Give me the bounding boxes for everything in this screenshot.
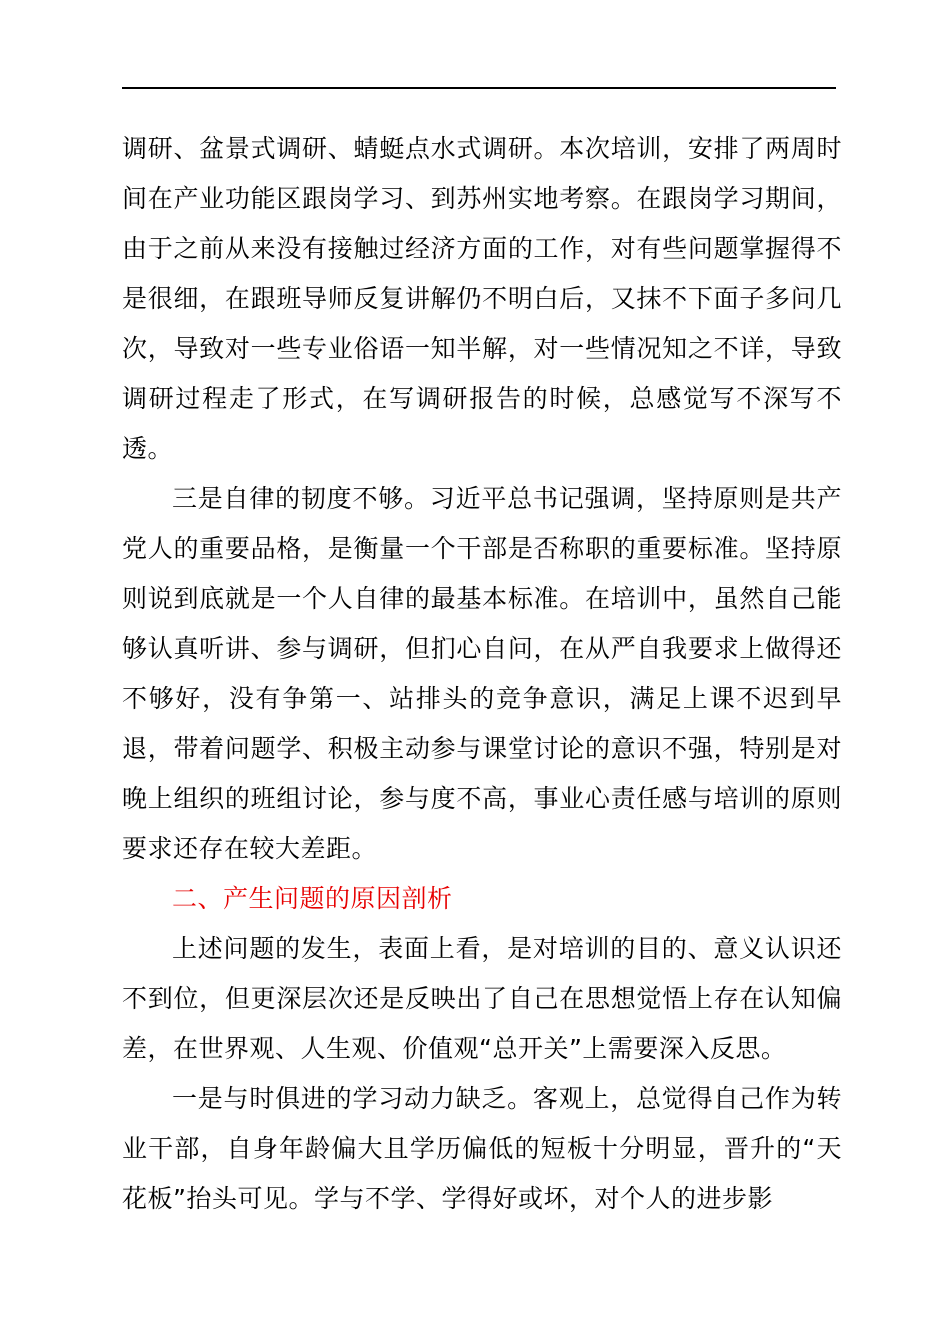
section-heading-cause-analysis: 二、产生问题的原因剖析 — [172, 884, 453, 913]
paragraph-self-discipline: 三是自律的韧度不够。习近平总书记强调，坚持原则是共产党人的重要品格，是衡量一个干部是否称职的重要标准。坚持原则说到底就是一个人自律的最基本标准。在培训中，虽然自己能够认真听讲、参与调研，但扪心自问，在从严自我要求上做得还不够好，没有争第一、站排头的竞争意识，满足上课不迟到早退，带着问题学、积极主动参与课堂讨论的意识不强，特别是对晚上组织的班组讨论，参与度不高，事业心责任感与培训的原则要求还存在较大差距。 — [122, 484, 842, 863]
paragraph-research-continued: 调研、盆景式调研、蜻蜓点水式调研。本次培训，安排了两周时间在产业功能区跟岗学习、到苏州实地考察。在跟岗学习期间，由于之前从来没有接触过经济方面的工作，对有些问题掌握得不是很细，在跟班导师反复讲解仍不明白后，又抹不下面子多问几次，导致对一些专业俗语一知半解，对一些情况知之不详，导致调研过程走了形式，在写调研报告的时候，总感觉写不深写不透。 — [122, 134, 842, 463]
paragraph-cause-overview: 上述问题的发生，表面上看，是对培训的目的、意义认识还不到位，但更深层次还是反映出了自己在思想觉悟上存在认知偏差，在世界观、人生观、价值观“总开关”上需要深入反思。 — [122, 934, 842, 1063]
document-body — [122, 124, 842, 1224]
paragraph-learning-motivation: 一是与时俱进的学习动力缺乏。客观上，总觉得自己作为转业干部，自身年龄偏大且学历偏低的短板十分明显，晋升的“天花板”抬头可见。学与不学、学得好或坏，对个人的进步影 — [122, 1084, 842, 1213]
header-rule — [122, 87, 836, 89]
